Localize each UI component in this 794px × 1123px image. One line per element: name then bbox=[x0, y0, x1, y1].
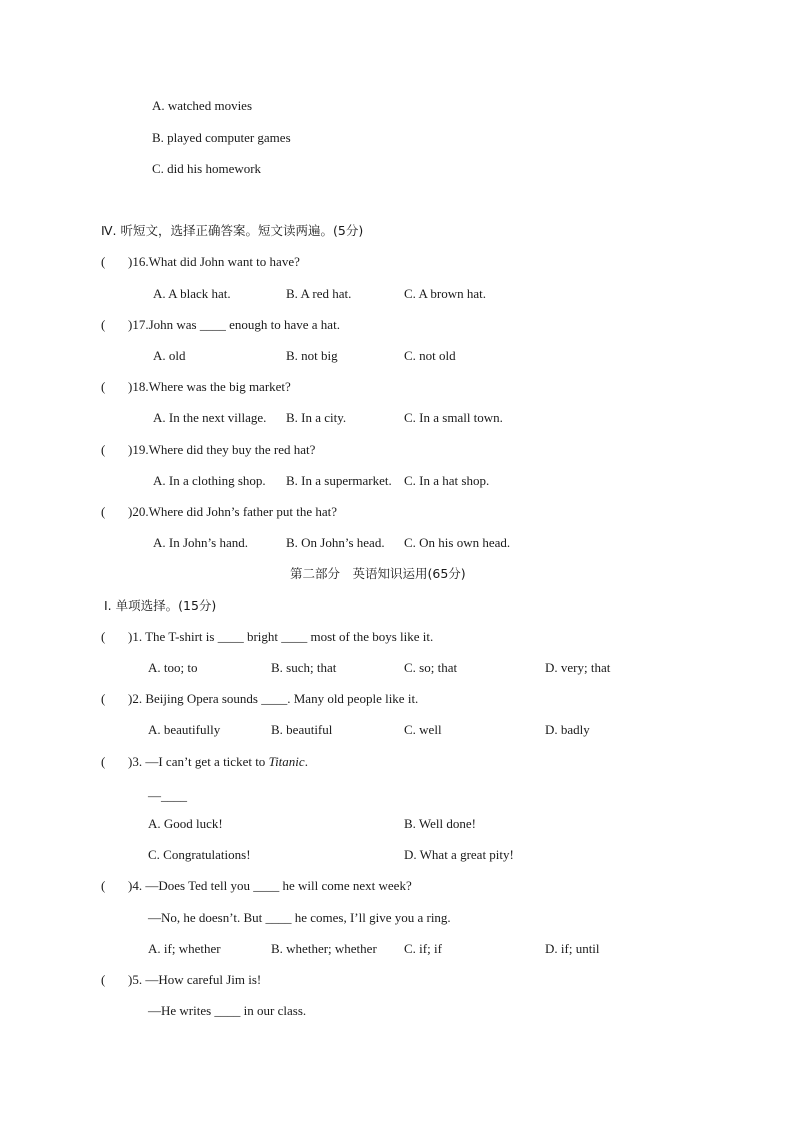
question-3: )3. —I can’t get a ticket to Titanic. bbox=[128, 754, 308, 769]
q19-option-c: C. In a hat shop. bbox=[404, 473, 490, 488]
q3-option-a: A. Good luck! bbox=[148, 816, 223, 831]
answer-paren: ( bbox=[101, 317, 106, 332]
q2-option-a: A. beautifully bbox=[148, 722, 221, 737]
q4-option-b: B. whether; whether bbox=[271, 941, 377, 956]
q16-option-a: A. A black hat. bbox=[153, 286, 231, 301]
part-2-title: 第二部分 英语知识运用(65分) bbox=[290, 566, 466, 581]
q16-option-c: C. A brown hat. bbox=[404, 286, 486, 301]
q2-option-d: D. badly bbox=[545, 722, 590, 737]
question-1: )1. The T-shirt is ____ bright ____ most of the boys like it. bbox=[128, 629, 434, 644]
q19-option-a: A. In a clothing shop. bbox=[153, 473, 266, 488]
q2-option-b: B. beautiful bbox=[271, 722, 333, 737]
q17-option-c: C. not old bbox=[404, 348, 456, 363]
answer-paren: ( bbox=[101, 629, 106, 644]
q3-reply: —____ bbox=[148, 788, 187, 803]
question-2: )2. Beijing Opera sounds ____. Many old people like it. bbox=[128, 691, 419, 706]
q4-option-d: D. if; until bbox=[545, 941, 600, 956]
question-17: )17.John was ____ enough to have a hat. bbox=[128, 317, 340, 332]
q5-reply: —He writes ____ in our class. bbox=[148, 1003, 307, 1018]
q1-option-d: D. very; that bbox=[545, 660, 611, 675]
q4-option-a: A. if; whether bbox=[148, 941, 221, 956]
q3-option-d: D. What a great pity! bbox=[404, 847, 514, 862]
answer-paren: ( bbox=[101, 972, 106, 987]
answer-paren: ( bbox=[101, 379, 106, 394]
question-4: )4. —Does Ted tell you ____ he will come next week? bbox=[128, 878, 412, 893]
section-4-title: Ⅳ. 听短文，选择正确答案。短文读两遍。(5分) bbox=[101, 223, 364, 238]
option-c: C. did his homework bbox=[152, 161, 262, 176]
option-a: A. watched movies bbox=[152, 98, 253, 113]
q20-option-b: B. On John’s head. bbox=[286, 535, 385, 550]
q17-option-a: A. old bbox=[153, 348, 186, 363]
q4-option-c: C. if; if bbox=[404, 941, 442, 956]
section-1-title: Ⅰ. 单项选择。(15分) bbox=[104, 598, 217, 613]
q20-option-a: A. In John’s hand. bbox=[153, 535, 248, 550]
q17-option-b: B. not big bbox=[286, 348, 338, 363]
question-18: )18.Where was the big market? bbox=[128, 379, 291, 394]
q3-option-c: C. Congratulations! bbox=[148, 847, 251, 862]
q18-option-a: A. In the next village. bbox=[153, 410, 267, 425]
q1-option-b: B. such; that bbox=[271, 660, 337, 675]
q16-option-b: B. A red hat. bbox=[286, 286, 352, 301]
q3-option-b: B. Well done! bbox=[404, 816, 477, 831]
question-16: )16.What did John want to have? bbox=[128, 254, 300, 269]
answer-paren: ( bbox=[101, 254, 106, 269]
answer-paren: ( bbox=[101, 504, 106, 519]
q18-option-b: B. In a city. bbox=[286, 410, 347, 425]
question-5: )5. —How careful Jim is! bbox=[128, 972, 262, 987]
q2-option-c: C. well bbox=[404, 722, 442, 737]
answer-paren: ( bbox=[101, 754, 106, 769]
option-b: B. played computer games bbox=[152, 130, 291, 145]
question-19: )19.Where did they buy the red hat? bbox=[128, 442, 316, 457]
answer-paren: ( bbox=[101, 878, 106, 893]
answer-paren: ( bbox=[101, 691, 106, 706]
answer-paren: ( bbox=[101, 442, 106, 457]
q1-option-a: A. too; to bbox=[148, 660, 198, 675]
q4-reply: —No, he doesn’t. But ____ he comes, I’ll give you a ring. bbox=[148, 910, 451, 925]
q18-option-c: C. In a small town. bbox=[404, 410, 503, 425]
q19-option-b: B. In a supermarket. bbox=[286, 473, 392, 488]
question-20: )20.Where did John’s father put the hat? bbox=[128, 504, 338, 519]
q1-option-c: C. so; that bbox=[404, 660, 458, 675]
q20-option-c: C. On his own head. bbox=[404, 535, 511, 550]
